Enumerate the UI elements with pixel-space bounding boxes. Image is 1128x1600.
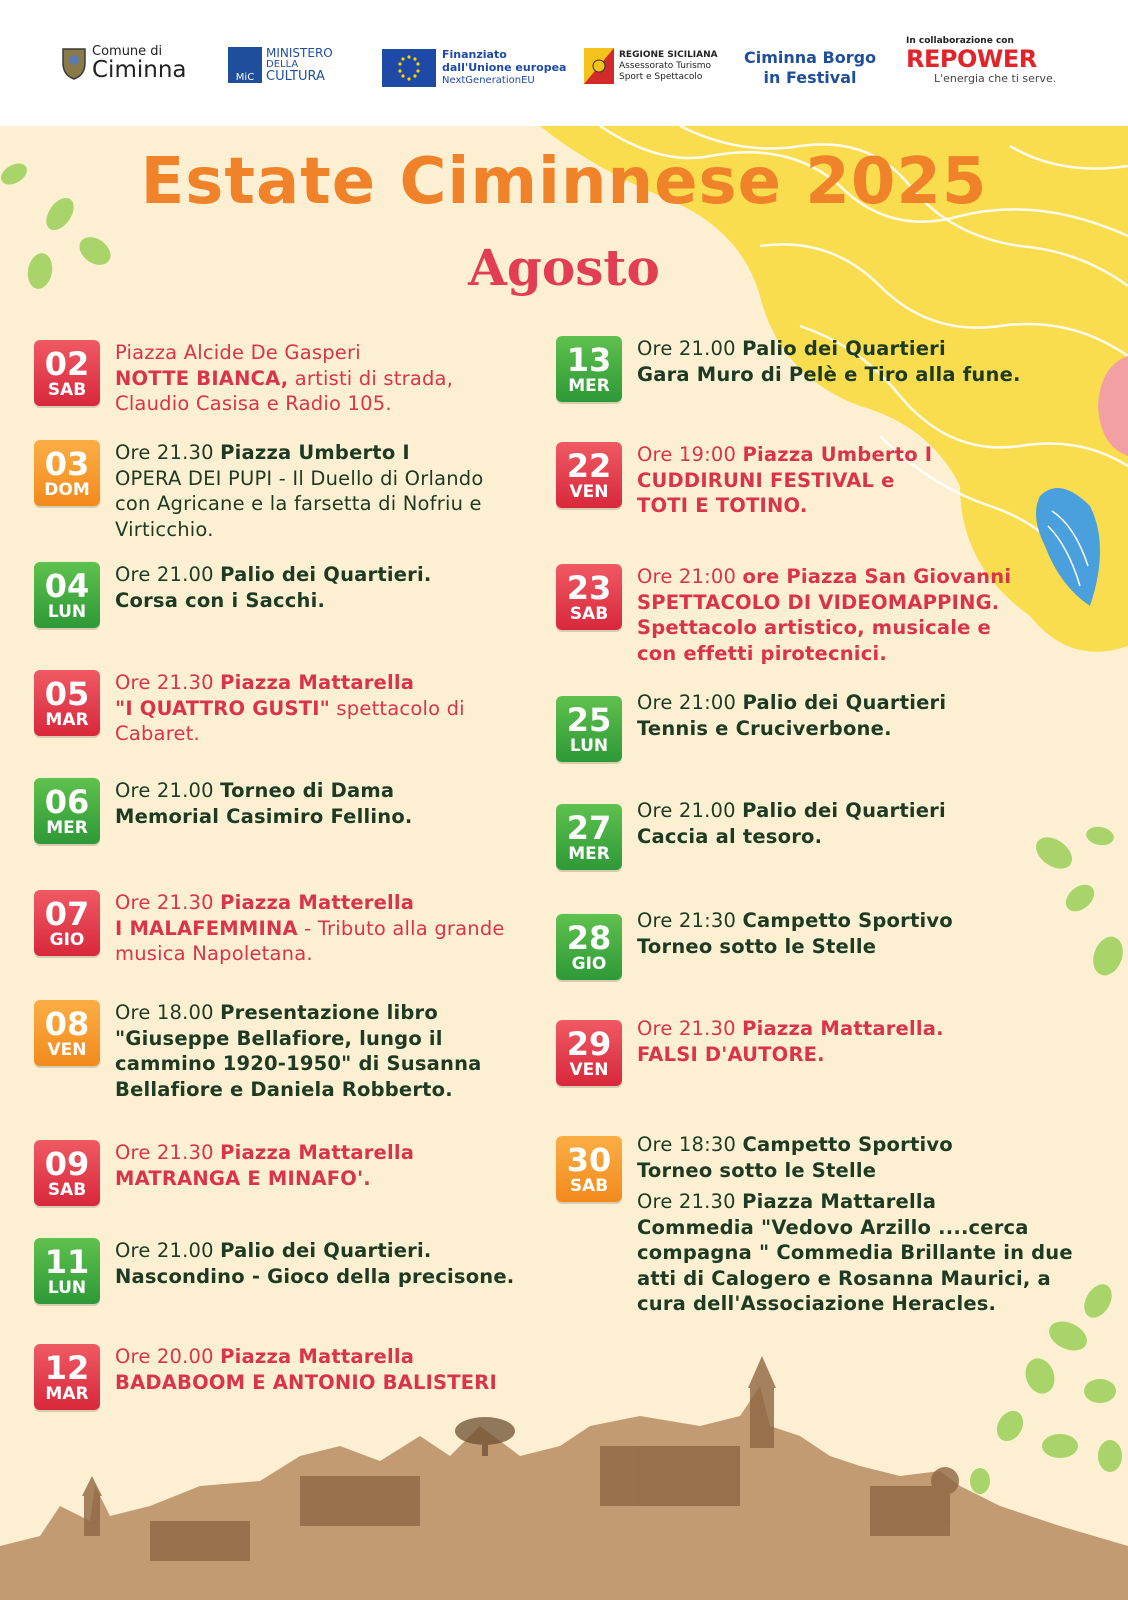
event-time: Ore 18.00 xyxy=(115,1001,214,1024)
event-text xyxy=(115,1140,515,1191)
event-title: I MALAFEMMINA xyxy=(115,916,298,940)
page-title: Estate Ciminnese 2025 xyxy=(140,145,988,219)
event-text xyxy=(115,890,515,967)
event-23 xyxy=(556,564,1017,666)
event-08 xyxy=(34,1000,515,1102)
date-badge xyxy=(34,1238,100,1304)
event-text xyxy=(637,1132,1087,1317)
event-desc: Spettacolo artistico, musicale e con effetti pirotecnici. xyxy=(637,616,991,665)
event-title: NOTTE BIANCA, xyxy=(115,366,289,390)
event-place: Palio dei Quartieri xyxy=(742,799,946,822)
event-time: Ore 21.30 xyxy=(115,1141,214,1164)
date-day: 29 xyxy=(566,1024,612,1063)
event-place: Piazza Mattarella. xyxy=(742,1017,944,1040)
date-day: 12 xyxy=(44,1348,90,1387)
eu-line1: Finanziato xyxy=(442,48,507,61)
event-place: Palio dei Quartieri. xyxy=(220,563,432,586)
date-weekday: SAB xyxy=(47,379,87,400)
date-day: 02 xyxy=(44,344,90,383)
date-weekday: SAB xyxy=(47,1179,87,1200)
date-weekday: MAR xyxy=(45,709,89,730)
event-06 xyxy=(34,778,515,844)
date-badge xyxy=(34,1000,100,1066)
event-time: Ore 21:00 xyxy=(637,691,737,714)
event-place: Piazza Umberto I xyxy=(742,443,933,466)
event-desc: artisti di strada, Claudio Casisa e Radio 105. xyxy=(115,366,454,415)
date-day: 30 xyxy=(566,1140,612,1179)
month-subtitle: Agosto xyxy=(468,238,660,297)
event-13 xyxy=(556,336,1057,402)
event-time: Ore 21.30 xyxy=(115,671,214,694)
borgo-line2: in Festival xyxy=(763,68,857,87)
date-badge xyxy=(556,336,622,402)
comune-big: Ciminna xyxy=(92,57,187,83)
event-place: Presentazione libro xyxy=(220,1001,438,1024)
event-11 xyxy=(34,1238,535,1304)
event-text xyxy=(637,908,1037,959)
date-day: 28 xyxy=(566,918,612,957)
event-title: SPETTACOLO DI VIDEOMAPPING. xyxy=(637,590,1000,614)
date-badge xyxy=(34,340,100,406)
regione-line2: Assessorato Turismo xyxy=(619,60,712,71)
date-weekday: SAB xyxy=(569,1175,609,1196)
date-badge xyxy=(556,1136,622,1202)
collab-label: In collaborazione con xyxy=(906,36,1014,46)
event-title: BADABOOM E ANTONIO BALISTERI xyxy=(115,1370,497,1394)
event-text xyxy=(637,442,1057,519)
date-day: 07 xyxy=(44,894,90,933)
borgo-line1: Ciminna Borgo xyxy=(744,48,877,67)
event-time: Ore 18:30 xyxy=(637,1133,737,1156)
date-day: 27 xyxy=(566,808,612,847)
date-badge xyxy=(34,1344,100,1410)
event-25 xyxy=(556,691,1037,762)
regione-line3: Sport e Spettacolo xyxy=(619,71,703,82)
event-29 xyxy=(556,1017,1037,1086)
event-title: CUDDIRUNI FESTIVAL xyxy=(637,468,875,492)
event-04 xyxy=(34,562,515,628)
date-day: 22 xyxy=(566,446,612,485)
repower-tagline: L'energia che ti serve. xyxy=(934,72,1057,85)
event-place: Palio dei Quartieri. xyxy=(220,1239,432,1262)
date-badge xyxy=(34,778,100,844)
event-desc: Corsa con i Sacchi. xyxy=(115,588,326,612)
date-day: 05 xyxy=(44,674,90,713)
event-desc: Memorial Casimiro Fellino. xyxy=(115,804,413,828)
date-day: 23 xyxy=(566,568,612,607)
event-desc: Tennis e Cruciverbone. xyxy=(637,716,892,740)
eu-line2: dall'Unione europea xyxy=(442,61,567,74)
date-weekday: MAR xyxy=(45,1383,89,1404)
event-text xyxy=(115,1238,535,1289)
event-title: FALSI D'AUTORE. xyxy=(637,1042,825,1066)
trinacria-icon xyxy=(584,48,614,84)
event-place: Torneo di Dama xyxy=(220,779,395,802)
event-time: Ore 21.00 xyxy=(637,799,736,822)
event-place: Campetto Sportivo xyxy=(742,1133,953,1156)
event-text xyxy=(115,1000,515,1102)
date-badge xyxy=(556,1020,622,1086)
event-text xyxy=(115,340,495,417)
event-time: Ore 21.00 xyxy=(115,779,214,802)
event-22 xyxy=(556,442,1057,519)
event-desc: Caccia al tesoro. xyxy=(637,824,823,848)
event-text xyxy=(115,670,515,747)
event-place: Palio dei Quartieri xyxy=(742,337,946,360)
event-place: Palio dei Quartieri xyxy=(742,691,947,714)
event-05 xyxy=(34,670,515,747)
event-place: ore Piazza San Giovanni xyxy=(742,565,1012,588)
eu-line3: NextGenerationEU xyxy=(442,75,535,86)
event-03 xyxy=(34,440,515,542)
ministero-line3: CULTURA xyxy=(266,69,325,84)
regione-logo xyxy=(584,48,718,84)
event-time: Ore 21.00 xyxy=(115,563,214,586)
event-time: Ore 21.30 xyxy=(637,1017,736,1040)
date-day: 06 xyxy=(44,782,90,821)
event-place: Campetto Sportivo xyxy=(742,909,953,932)
event-time: Ore 21.00 xyxy=(115,1239,214,1262)
event-time: Ore 21.30 xyxy=(115,891,214,914)
date-weekday: DOM xyxy=(44,479,90,500)
event-time: Ore 20.00 xyxy=(115,1345,214,1368)
event-place: Piazza Umberto I xyxy=(220,441,410,464)
event-30 xyxy=(556,1133,1087,1317)
date-weekday: MER xyxy=(568,843,610,864)
date-badge xyxy=(556,804,622,870)
event-time: Ore 21:00 xyxy=(637,565,737,588)
eu-logo xyxy=(382,48,566,87)
date-day: 03 xyxy=(44,444,90,483)
date-badge xyxy=(556,564,622,630)
ministero-line2: DELLA xyxy=(266,59,299,70)
date-weekday: LUN xyxy=(569,735,609,756)
event-title: "I QUATTRO GUSTI" xyxy=(115,696,331,720)
date-badge xyxy=(556,914,622,980)
date-weekday: VEN xyxy=(569,481,609,502)
event-28 xyxy=(556,909,1037,980)
event-end: . xyxy=(799,494,808,517)
date-day: 04 xyxy=(44,566,90,605)
event-text xyxy=(637,690,1037,741)
event-place-2: Piazza Mattarella xyxy=(742,1190,937,1213)
event-09 xyxy=(34,1140,515,1206)
date-weekday: VEN xyxy=(47,1039,87,1060)
event-desc: Nascondino - Gioco della precisone. xyxy=(115,1264,515,1288)
regione-line1: REGIONE SICILIANA xyxy=(619,49,718,60)
event-time: Ore 21:30 xyxy=(637,909,737,932)
date-badge xyxy=(34,440,100,506)
repower-name: REPOWER xyxy=(906,45,1037,73)
date-badge xyxy=(556,696,622,762)
mic-label: MiC xyxy=(235,72,255,83)
date-badge xyxy=(34,562,100,628)
date-weekday: MER xyxy=(46,817,88,838)
event-27 xyxy=(556,799,1037,870)
date-badge xyxy=(34,890,100,956)
event-place: Piazza Matterella xyxy=(220,891,415,914)
date-weekday: SAB xyxy=(569,603,609,624)
sponsor-header xyxy=(0,0,1128,126)
event-text xyxy=(637,336,1057,387)
event-text xyxy=(637,798,1037,849)
date-weekday: GIO xyxy=(49,929,85,950)
event-desc: spettacolo di Cabaret. xyxy=(115,696,465,745)
event-02 xyxy=(34,340,495,417)
date-weekday: VEN xyxy=(569,1059,609,1080)
date-weekday: LUN xyxy=(47,601,87,622)
date-day: 25 xyxy=(566,700,612,739)
ministero-line1: MINISTERO xyxy=(266,46,333,60)
date-badge xyxy=(34,670,100,736)
event-desc: Torneo sotto le Stelle xyxy=(637,1158,877,1182)
event-desc: - Tributo alla grande musica Napoletana. xyxy=(115,916,505,965)
date-weekday: LUN xyxy=(47,1277,87,1298)
event-desc: Gara Muro di Pelè e Tiro alla fune. xyxy=(637,362,1021,386)
event-text xyxy=(637,1016,1037,1067)
event-time: Ore 21.00 xyxy=(637,337,736,360)
event-text xyxy=(115,562,515,613)
event-title: MATRANGA E MINAFO'. xyxy=(115,1166,371,1190)
date-day: 08 xyxy=(44,1004,90,1043)
comune-logo xyxy=(60,44,187,81)
event-desc-2: Commedia "Vedovo Arzillo ....cerca compagna " Commedia Brillante in due atti di Calogero e Rosanna Maurici, a cura dell'Associazione Heracles. xyxy=(637,1215,1073,1315)
event-time: Ore 21.30 xyxy=(115,441,214,464)
date-weekday: MER xyxy=(568,375,610,396)
ministero-logo xyxy=(228,47,333,83)
event-time: Ore 19:00 xyxy=(637,443,737,466)
event-desc: Torneo sotto le Stelle xyxy=(637,934,877,958)
event-place: Piazza Mattarella xyxy=(220,671,415,694)
event-desc: "Giuseppe Bellafiore, lungo il cammino 1920-1950" di Susanna Bellafiore e Daniela Robberto. xyxy=(115,1026,482,1101)
event-title-2: TOTI E TOTINO xyxy=(637,494,800,517)
event-text xyxy=(115,440,515,542)
event-12 xyxy=(34,1344,535,1410)
borgo-festival-logo xyxy=(744,48,876,88)
event-text xyxy=(637,564,1017,666)
date-badge xyxy=(34,1140,100,1206)
event-place: Piazza Mattarella xyxy=(220,1345,415,1368)
event-07 xyxy=(34,890,515,967)
event-place: Piazza Alcide De Gasperi xyxy=(115,341,361,364)
event-time-2: Ore 21.30 xyxy=(637,1190,736,1213)
event-conj: e xyxy=(874,468,895,492)
mic-icon xyxy=(228,47,262,83)
repower-logo xyxy=(906,36,1056,85)
event-desc: OPERA DEI PUPI - Il Duello di Orlando con Agricane e la farsetta di Nofriu e Virticchio. xyxy=(115,466,484,541)
date-day: 11 xyxy=(44,1242,90,1281)
event-place: Piazza Mattarella xyxy=(220,1141,415,1164)
date-day: 09 xyxy=(44,1144,90,1183)
date-weekday: GIO xyxy=(571,953,607,974)
date-badge xyxy=(556,442,622,508)
coat-of-arms-icon xyxy=(60,45,88,81)
event-text xyxy=(115,1344,535,1395)
event-text xyxy=(115,778,515,829)
eu-flag-icon xyxy=(382,49,436,87)
comune-small: Comune di xyxy=(92,44,163,59)
date-day: 13 xyxy=(566,340,612,379)
